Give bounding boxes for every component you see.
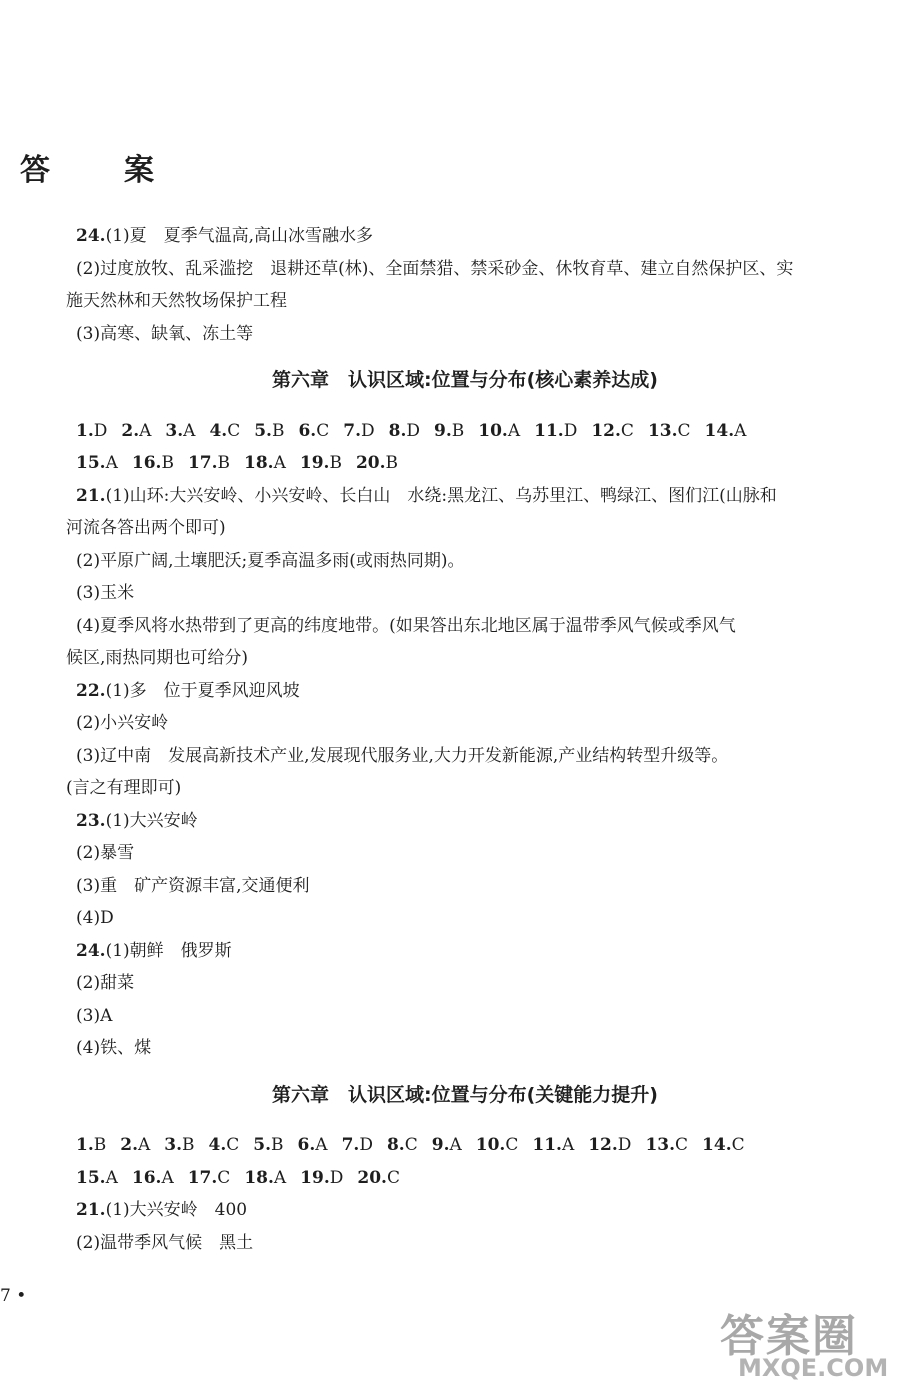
multiple-choice-answers-core — [76, 415, 854, 480]
answer-line — [76, 935, 854, 968]
watermark-url: MXQE.COM — [738, 1354, 889, 1382]
answer-text: (1)朝鲜 俄罗斯 — [105, 940, 232, 961]
choice-number: 14. — [702, 1135, 732, 1155]
answer-line — [76, 1000, 854, 1033]
answer-line — [76, 1194, 854, 1227]
answer-text: (3)高寒、缺氧、冻土等 — [76, 323, 254, 344]
choice-number: 12. — [588, 1135, 618, 1155]
choice-letter: B — [217, 453, 231, 473]
choice-number: 13. — [647, 420, 678, 441]
choice-letter: A — [734, 420, 747, 441]
choice-number: 4. — [209, 420, 228, 441]
choice-number: 10. — [478, 420, 508, 441]
choice-row — [76, 1162, 854, 1195]
answer-text: (2)甜菜 — [76, 973, 135, 993]
choice-answer — [532, 1129, 574, 1162]
answer-text: (4)D — [76, 908, 114, 928]
choice-letter: A — [139, 420, 152, 441]
choice-letter: D — [360, 420, 375, 441]
answer-text: (1)大兴安岭 400 — [105, 1200, 248, 1220]
choice-letter: A — [561, 1135, 575, 1155]
choice-number: 8. — [388, 420, 407, 441]
choice-answer — [298, 1129, 328, 1162]
choice-answer — [476, 1129, 519, 1162]
choice-answer — [164, 1129, 194, 1162]
question-number: 21. — [76, 485, 106, 506]
choice-number: 9. — [434, 420, 452, 441]
choice-letter: C — [677, 420, 691, 441]
choice-answer — [432, 1129, 462, 1162]
choice-number: 16. — [131, 453, 162, 473]
choice-letter: C — [505, 1135, 519, 1155]
answer-line — [76, 1227, 854, 1260]
choice-letter: B — [329, 453, 342, 473]
choice-answer — [254, 415, 284, 448]
choice-letter: A — [507, 420, 521, 441]
choice-number: 11. — [532, 1135, 562, 1155]
answer-text: (4)铁、煤 — [76, 1038, 152, 1058]
choice-letter: C — [404, 1135, 418, 1155]
choice-answer — [300, 447, 342, 480]
answer-text: (4)夏季风将水热带到了更高的纬度地带。(如果答出东北地区属于温带季风气候或季风气 — [76, 615, 736, 636]
choice-number: 6. — [298, 420, 317, 441]
choice-number: 7. — [341, 1135, 360, 1155]
answer-text: (1)大兴安岭 — [105, 810, 198, 831]
choice-letter: D — [563, 420, 578, 441]
choice-letter: C — [316, 420, 330, 441]
page-number: 7 • — [0, 1286, 27, 1306]
choice-number: 20. — [357, 1167, 387, 1188]
answer-line — [66, 642, 854, 675]
choice-number: 20. — [355, 453, 386, 473]
choice-answer — [76, 1129, 106, 1162]
answer-line — [76, 707, 854, 740]
chapter-heading-core: 第六章 认识区域:位置与分布(核心素养达成) — [272, 369, 658, 391]
answer-line — [66, 512, 854, 545]
choice-row — [76, 447, 854, 480]
choice-number: 1. — [76, 1135, 94, 1155]
choice-answer — [387, 1129, 418, 1162]
answer-line — [76, 220, 854, 253]
choice-number: 15. — [76, 1167, 106, 1188]
question-number: 22. — [76, 680, 106, 701]
answer-line — [76, 870, 854, 903]
choice-letter: B — [182, 1135, 195, 1155]
choice-answer — [705, 415, 747, 448]
answer-line — [76, 318, 854, 351]
answer-line — [76, 805, 854, 838]
choice-answer — [209, 415, 240, 448]
choice-letter: B — [451, 420, 465, 441]
section-geography-answers — [66, 220, 854, 350]
choice-number: 1. — [76, 420, 94, 441]
answer-text: (1)夏 夏季气温高,高山冰雪融水多 — [105, 226, 374, 246]
multiple-choice-answers-key — [76, 1129, 854, 1194]
choice-number: 9. — [431, 1135, 450, 1155]
answer-text: (2)小兴安岭 — [76, 713, 169, 733]
choice-number: 10. — [475, 1135, 506, 1155]
choice-answer — [298, 415, 329, 448]
choice-letter: A — [138, 1135, 151, 1155]
choice-answer — [132, 1162, 174, 1195]
choice-letter: B — [93, 1135, 107, 1155]
choice-number: 12. — [591, 420, 621, 441]
choice-letter: C — [226, 1135, 240, 1155]
choice-number: 5. — [254, 420, 272, 441]
choice-answer — [165, 415, 195, 448]
answer-text: (3)玉米 — [76, 583, 135, 603]
choice-letter: A — [161, 1167, 174, 1188]
choice-number: 16. — [131, 1167, 162, 1188]
choice-answer — [648, 415, 691, 448]
watermark-text: 答案圈 — [720, 1311, 858, 1362]
answer-text: (1)多 位于夏季风迎风坡 — [105, 680, 300, 701]
choice-answer — [132, 447, 174, 480]
answer-line — [76, 967, 854, 1000]
choice-answer — [534, 415, 577, 448]
answer-line — [76, 675, 854, 708]
answer-text: (2)平原广阔,土壤肥沃;夏季高温多雨(或雨热同期)。 — [76, 550, 465, 571]
answer-text: (言之有理即可) — [66, 778, 182, 798]
section-key-answers — [76, 1194, 854, 1259]
choice-answer — [588, 1129, 631, 1162]
choice-answer — [702, 1129, 745, 1162]
choice-answer — [244, 447, 286, 480]
choice-number: 11. — [534, 420, 564, 441]
choice-answer — [478, 415, 520, 448]
choice-letter: D — [329, 1167, 344, 1188]
page-title: 答 案 — [20, 153, 176, 188]
answer-line — [76, 837, 854, 870]
answer-line — [76, 545, 854, 578]
choice-letter: A — [105, 453, 118, 473]
answer-text: 施天然林和天然牧场保护工程 — [66, 291, 287, 311]
choice-answer — [188, 1162, 231, 1195]
choice-number: 2. — [120, 1135, 138, 1155]
choice-letter: A — [273, 453, 286, 473]
choice-letter: B — [161, 453, 174, 473]
choice-letter: A — [105, 1167, 118, 1188]
choice-letter: B — [385, 453, 399, 473]
question-number: 21. — [76, 1200, 106, 1220]
choice-answer — [343, 415, 374, 448]
choice-number: 17. — [187, 453, 218, 473]
choice-answer — [356, 447, 398, 480]
choice-number: 4. — [208, 1135, 227, 1155]
choice-answer — [389, 415, 420, 448]
choice-number: 3. — [164, 1135, 183, 1155]
choice-answer — [342, 1129, 373, 1162]
answer-text: 河流各答出两个即可) — [66, 518, 226, 538]
choice-number: 14. — [704, 420, 735, 441]
choice-number: 15. — [76, 453, 106, 473]
choice-letter: D — [359, 1135, 373, 1155]
section-core-answers — [66, 480, 854, 1065]
answer-line — [76, 253, 854, 286]
choice-letter: C — [227, 420, 241, 441]
answer-line — [66, 285, 854, 318]
choice-answer — [357, 1162, 400, 1195]
choice-letter: A — [183, 420, 196, 441]
answer-line — [76, 902, 854, 935]
choice-letter: C — [620, 420, 634, 441]
answer-line — [76, 577, 854, 610]
choice-number: 19. — [299, 453, 330, 473]
choice-letter: A — [315, 1135, 328, 1155]
choice-letter: B — [271, 420, 285, 441]
choice-answer — [120, 1129, 150, 1162]
answer-text: (1)山环:大兴安岭、小兴安岭、长白山 水绕:黑龙江、乌苏里江、鸭绿江、图们江(山脉和 — [105, 485, 777, 506]
answer-text: 候区,雨热同期也可给分) — [66, 648, 249, 668]
choice-letter: C — [386, 1167, 400, 1188]
chapter-heading-key: 第六章 认识区域:位置与分布(关键能力提升) — [272, 1083, 658, 1106]
choice-answer — [76, 415, 107, 448]
choice-row — [76, 415, 854, 448]
answer-text: (2)过度放牧、乱采滥挖 退耕还草(林)、全面禁猎、禁采砂金、休牧育草、建立自然保护区、实 — [76, 258, 794, 279]
answer-line — [76, 480, 854, 513]
answer-text: (3)辽中南 发展高新技术产业,发展现代服务业,大力开发新能源,产业结构转型升级等。 — [76, 745, 729, 766]
choice-number: 5. — [253, 1135, 272, 1155]
choice-number: 3. — [165, 420, 184, 441]
choice-letter: A — [273, 1167, 287, 1188]
choice-letter: D — [406, 420, 421, 441]
answer-text: (3)重 矿产资源丰富,交通便利 — [76, 875, 310, 896]
choice-letter: B — [271, 1135, 284, 1155]
question-number: 24. — [76, 940, 106, 961]
answer-text: (2)温带季风气候 黑土 — [76, 1232, 254, 1253]
choice-number: 18. — [244, 1167, 274, 1188]
choice-number: 19. — [300, 1167, 330, 1188]
choice-number: 6. — [297, 1135, 316, 1155]
choice-letter: C — [217, 1167, 231, 1188]
choice-answer — [76, 447, 118, 480]
answer-text: (3)A — [76, 1005, 113, 1026]
choice-number: 8. — [386, 1135, 405, 1155]
watermark-logo — [720, 1300, 895, 1385]
choice-number: 17. — [187, 1167, 218, 1188]
choice-answer — [253, 1129, 283, 1162]
answer-content — [66, 220, 854, 1259]
question-number: 23. — [76, 810, 106, 831]
answer-line — [76, 1032, 854, 1065]
choice-answer — [209, 1129, 240, 1162]
choice-row — [76, 1129, 854, 1162]
choice-answer — [434, 415, 464, 448]
choice-letter: D — [93, 420, 108, 441]
choice-number: 2. — [121, 420, 140, 441]
choice-answer — [121, 415, 151, 448]
choice-answer — [76, 1162, 118, 1195]
choice-answer — [591, 415, 634, 448]
choice-number: 7. — [343, 420, 361, 441]
choice-answer — [244, 1162, 286, 1195]
choice-letter: D — [617, 1135, 632, 1155]
answer-line — [76, 610, 854, 643]
question-number: 24. — [76, 226, 106, 246]
choice-letter: C — [731, 1135, 745, 1155]
choice-letter: A — [449, 1135, 462, 1155]
answer-line — [66, 772, 854, 805]
choice-number: 13. — [645, 1135, 676, 1155]
answer-text: (2)暴雪 — [76, 843, 135, 863]
choice-answer — [188, 447, 230, 480]
choice-letter: C — [675, 1135, 689, 1155]
choice-answer — [645, 1129, 688, 1162]
choice-answer — [300, 1162, 343, 1195]
answer-line — [76, 740, 854, 773]
choice-number: 18. — [244, 453, 274, 473]
